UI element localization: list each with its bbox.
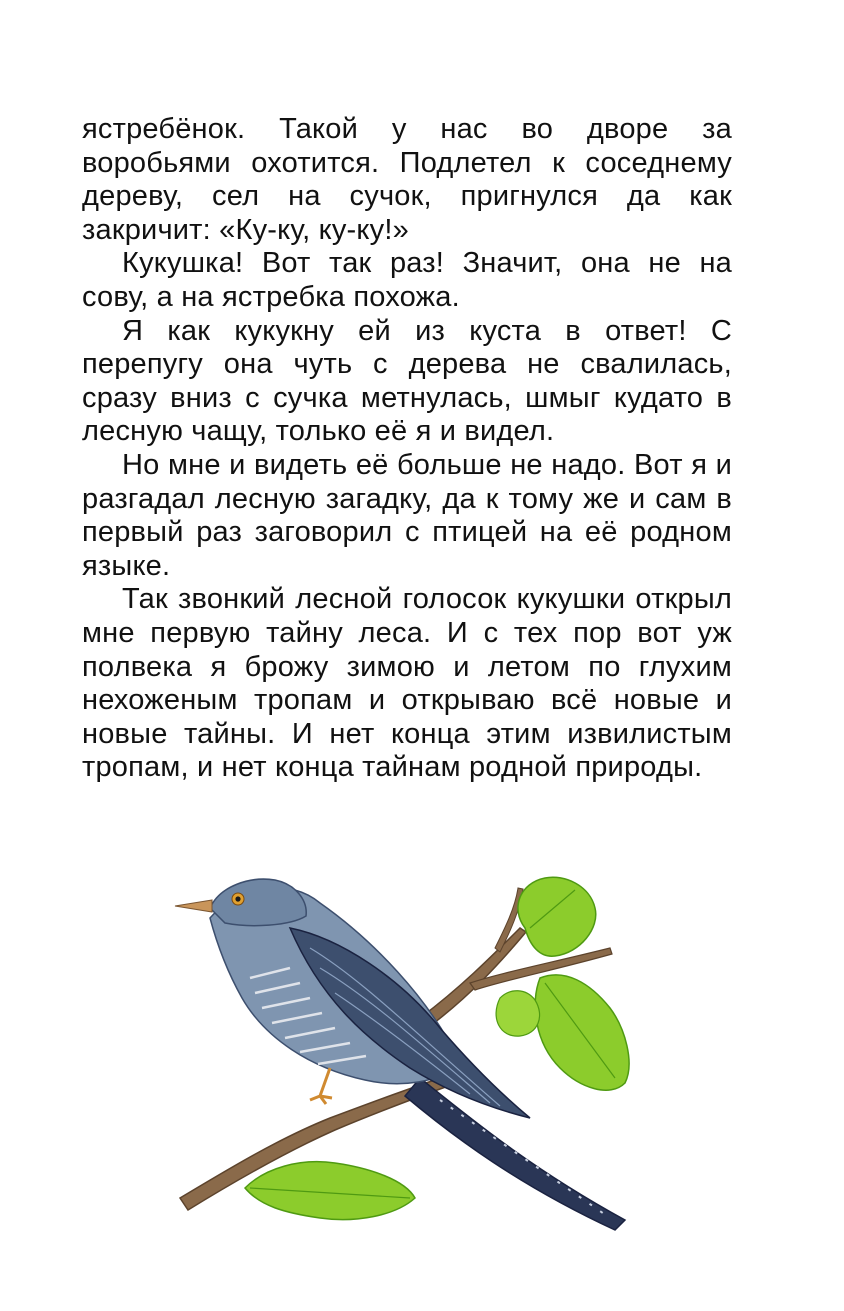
bird-foot — [310, 1068, 332, 1104]
paragraph-5: Так звонкий лесной голосок кукушки открыл мне первую тайну леса. И с тех пор вот уж полвека я брожу зимою и летом по глухим нехоженым тропам и открываю всё новые и новые тайны. И нет конца этим извилистым тропам, и нет конца тайнам родной природы. — [82, 583, 732, 784]
bird-eye — [235, 896, 240, 901]
bird-tail — [405, 1078, 625, 1230]
bird-beak — [175, 900, 212, 912]
leaf-top — [518, 877, 596, 956]
cuckoo-drawing — [170, 868, 640, 1238]
paragraph-2: Кукушка! Вот так раз! Значит, она не на сову, а на ястребка похожа. — [82, 247, 732, 313]
cuckoo-illustration — [170, 868, 640, 1238]
bird-head — [210, 879, 306, 925]
leaf-middle — [496, 991, 540, 1036]
paragraph-4: Но мне и видеть её больше не надо. Вот я и разгадал лесную загадку, да к тому же и сам в первый раз заговорил с птицей на её родном языке. — [82, 448, 732, 582]
story-text — [82, 113, 732, 785]
paragraph-1: ястребёнок. Такой у нас во дворе за воробьями охотится. Подлетел к соседнему дереву, сел на сучок, пригнулся да как закричит: «Ку-ку, ку-ку!» — [82, 113, 732, 246]
paragraph-3: Я как кукукну ей из куста в ответ! С перепугу она чуть с дерева не свалилась, сразу вниз с сучка метнулась, шмыг кудато в лесную чащу, только её я и видел. — [82, 314, 732, 448]
leaf-bottom — [245, 1162, 415, 1220]
